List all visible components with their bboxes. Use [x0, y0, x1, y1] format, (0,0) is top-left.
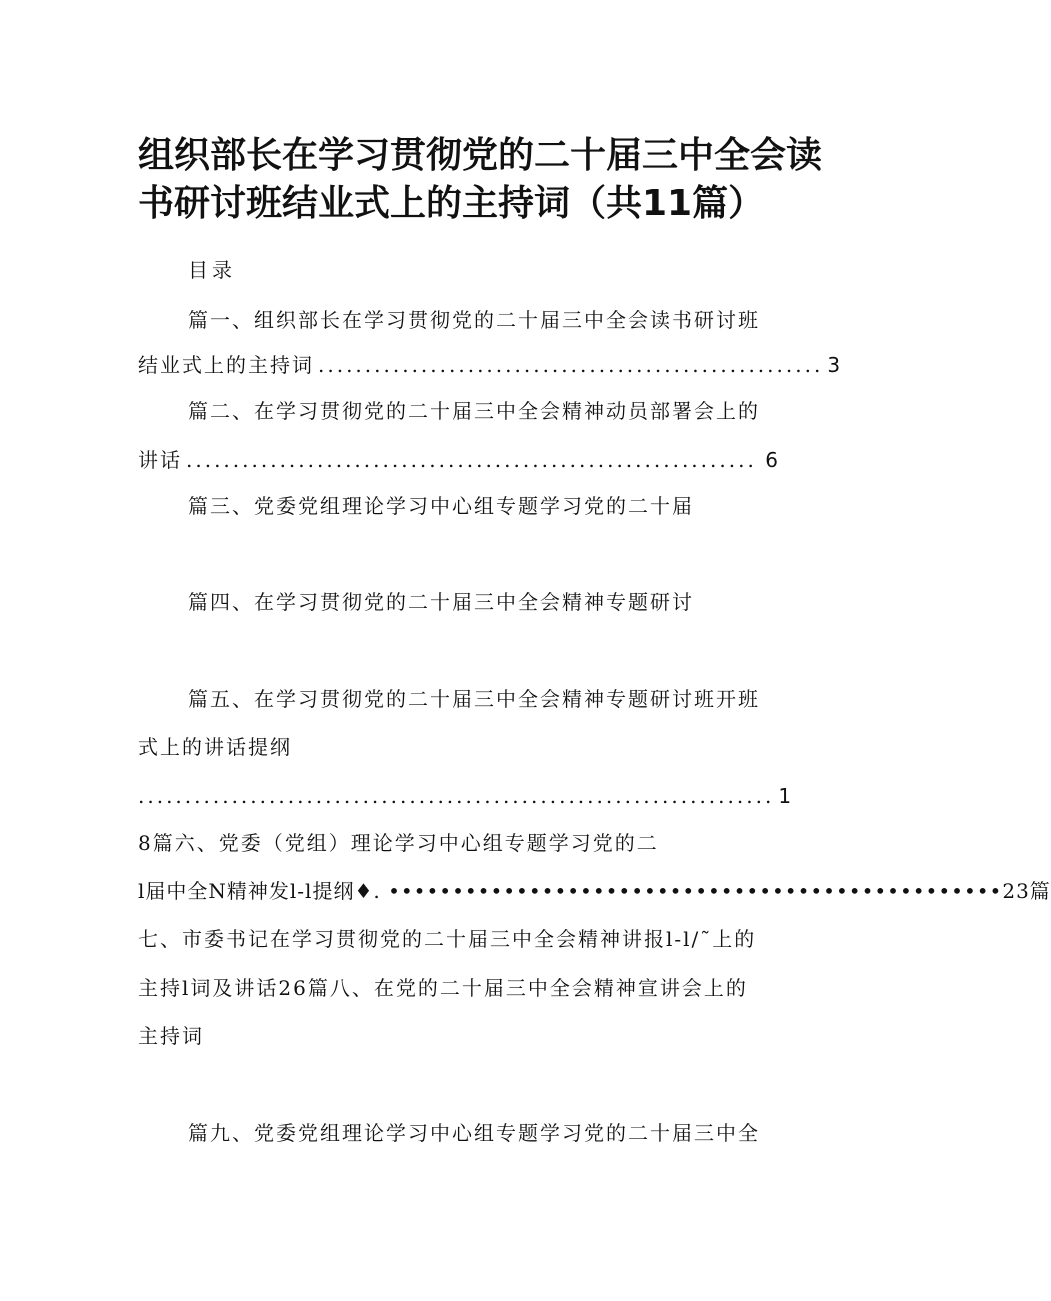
- toc-entry-2-text: 讲话: [138, 448, 182, 472]
- toc-entry-1-leader: ......................................................: [318, 353, 824, 377]
- toc-entry-5-line-1: 篇五、在学习贯彻党的二十届三中全会精神专题研讨班开班: [188, 687, 760, 711]
- toc-mixed-line-1: 8篇六、党委（党组）理论学习中心组专题学习党的二: [138, 831, 659, 855]
- title-line-2: 书研讨班结业式上的主持词（共11篇）: [138, 183, 765, 224]
- title-line-1: 组织部长在学习贯彻党的二十届三中全会读: [138, 135, 823, 176]
- toc-entry-1-text: 结业式上的主持词: [138, 353, 314, 377]
- toc-entry-5-line-2: 式上的讲话提纲: [138, 735, 292, 759]
- toc-entry-2-line-1: 篇二、在学习贯彻党的二十届三中全会精神动员部署会上的: [188, 399, 760, 423]
- toc-entry-2-line-2: [138, 446, 778, 474]
- toc-entry-5-leader: ....................................................................: [138, 784, 775, 808]
- toc-entry-3-line-1: 篇三、党委党组理论学习中心组专题学习党的二十届: [188, 494, 694, 518]
- toc-entry-5-page: 1: [778, 784, 792, 808]
- toc-entry-5-leader-line: [138, 782, 792, 810]
- toc-mixed-line-5: 主持词: [138, 1024, 204, 1048]
- toc-entry-1-line-1: 篇一、组织部长在学习贯彻党的二十届三中全会读书研讨班: [188, 308, 760, 332]
- toc-entry-2-leader: .............................................................: [186, 448, 757, 472]
- toc-heading: 目录: [188, 258, 236, 282]
- toc-entry-1-page: 3: [827, 353, 841, 377]
- toc-entry-9-line-1: 篇九、党委党组理论学习中心组专题学习党的二十届三中全: [188, 1121, 760, 1145]
- toc-entry-2-page: 6: [765, 448, 778, 472]
- toc-mixed-line-2: l届中全N精神发l-l提纲♦. ••••••••••••••••••••••••••••••••••••••••••••••••23篇: [138, 879, 1051, 903]
- toc-mixed-line-4: 主持l词及讲话26篇八、在党的二十届三中全会精神宣讲会上的: [138, 976, 748, 1000]
- document-title: [138, 132, 823, 228]
- toc-entry-4-line-1: 篇四、在学习贯彻党的二十届三中全会精神专题研讨: [188, 590, 694, 614]
- toc-mixed-line-3: 七、市委书记在学习贯彻党的二十届三中全会精神讲报l-l/˜上的: [138, 927, 757, 951]
- toc-entry-1-line-2: [138, 351, 841, 379]
